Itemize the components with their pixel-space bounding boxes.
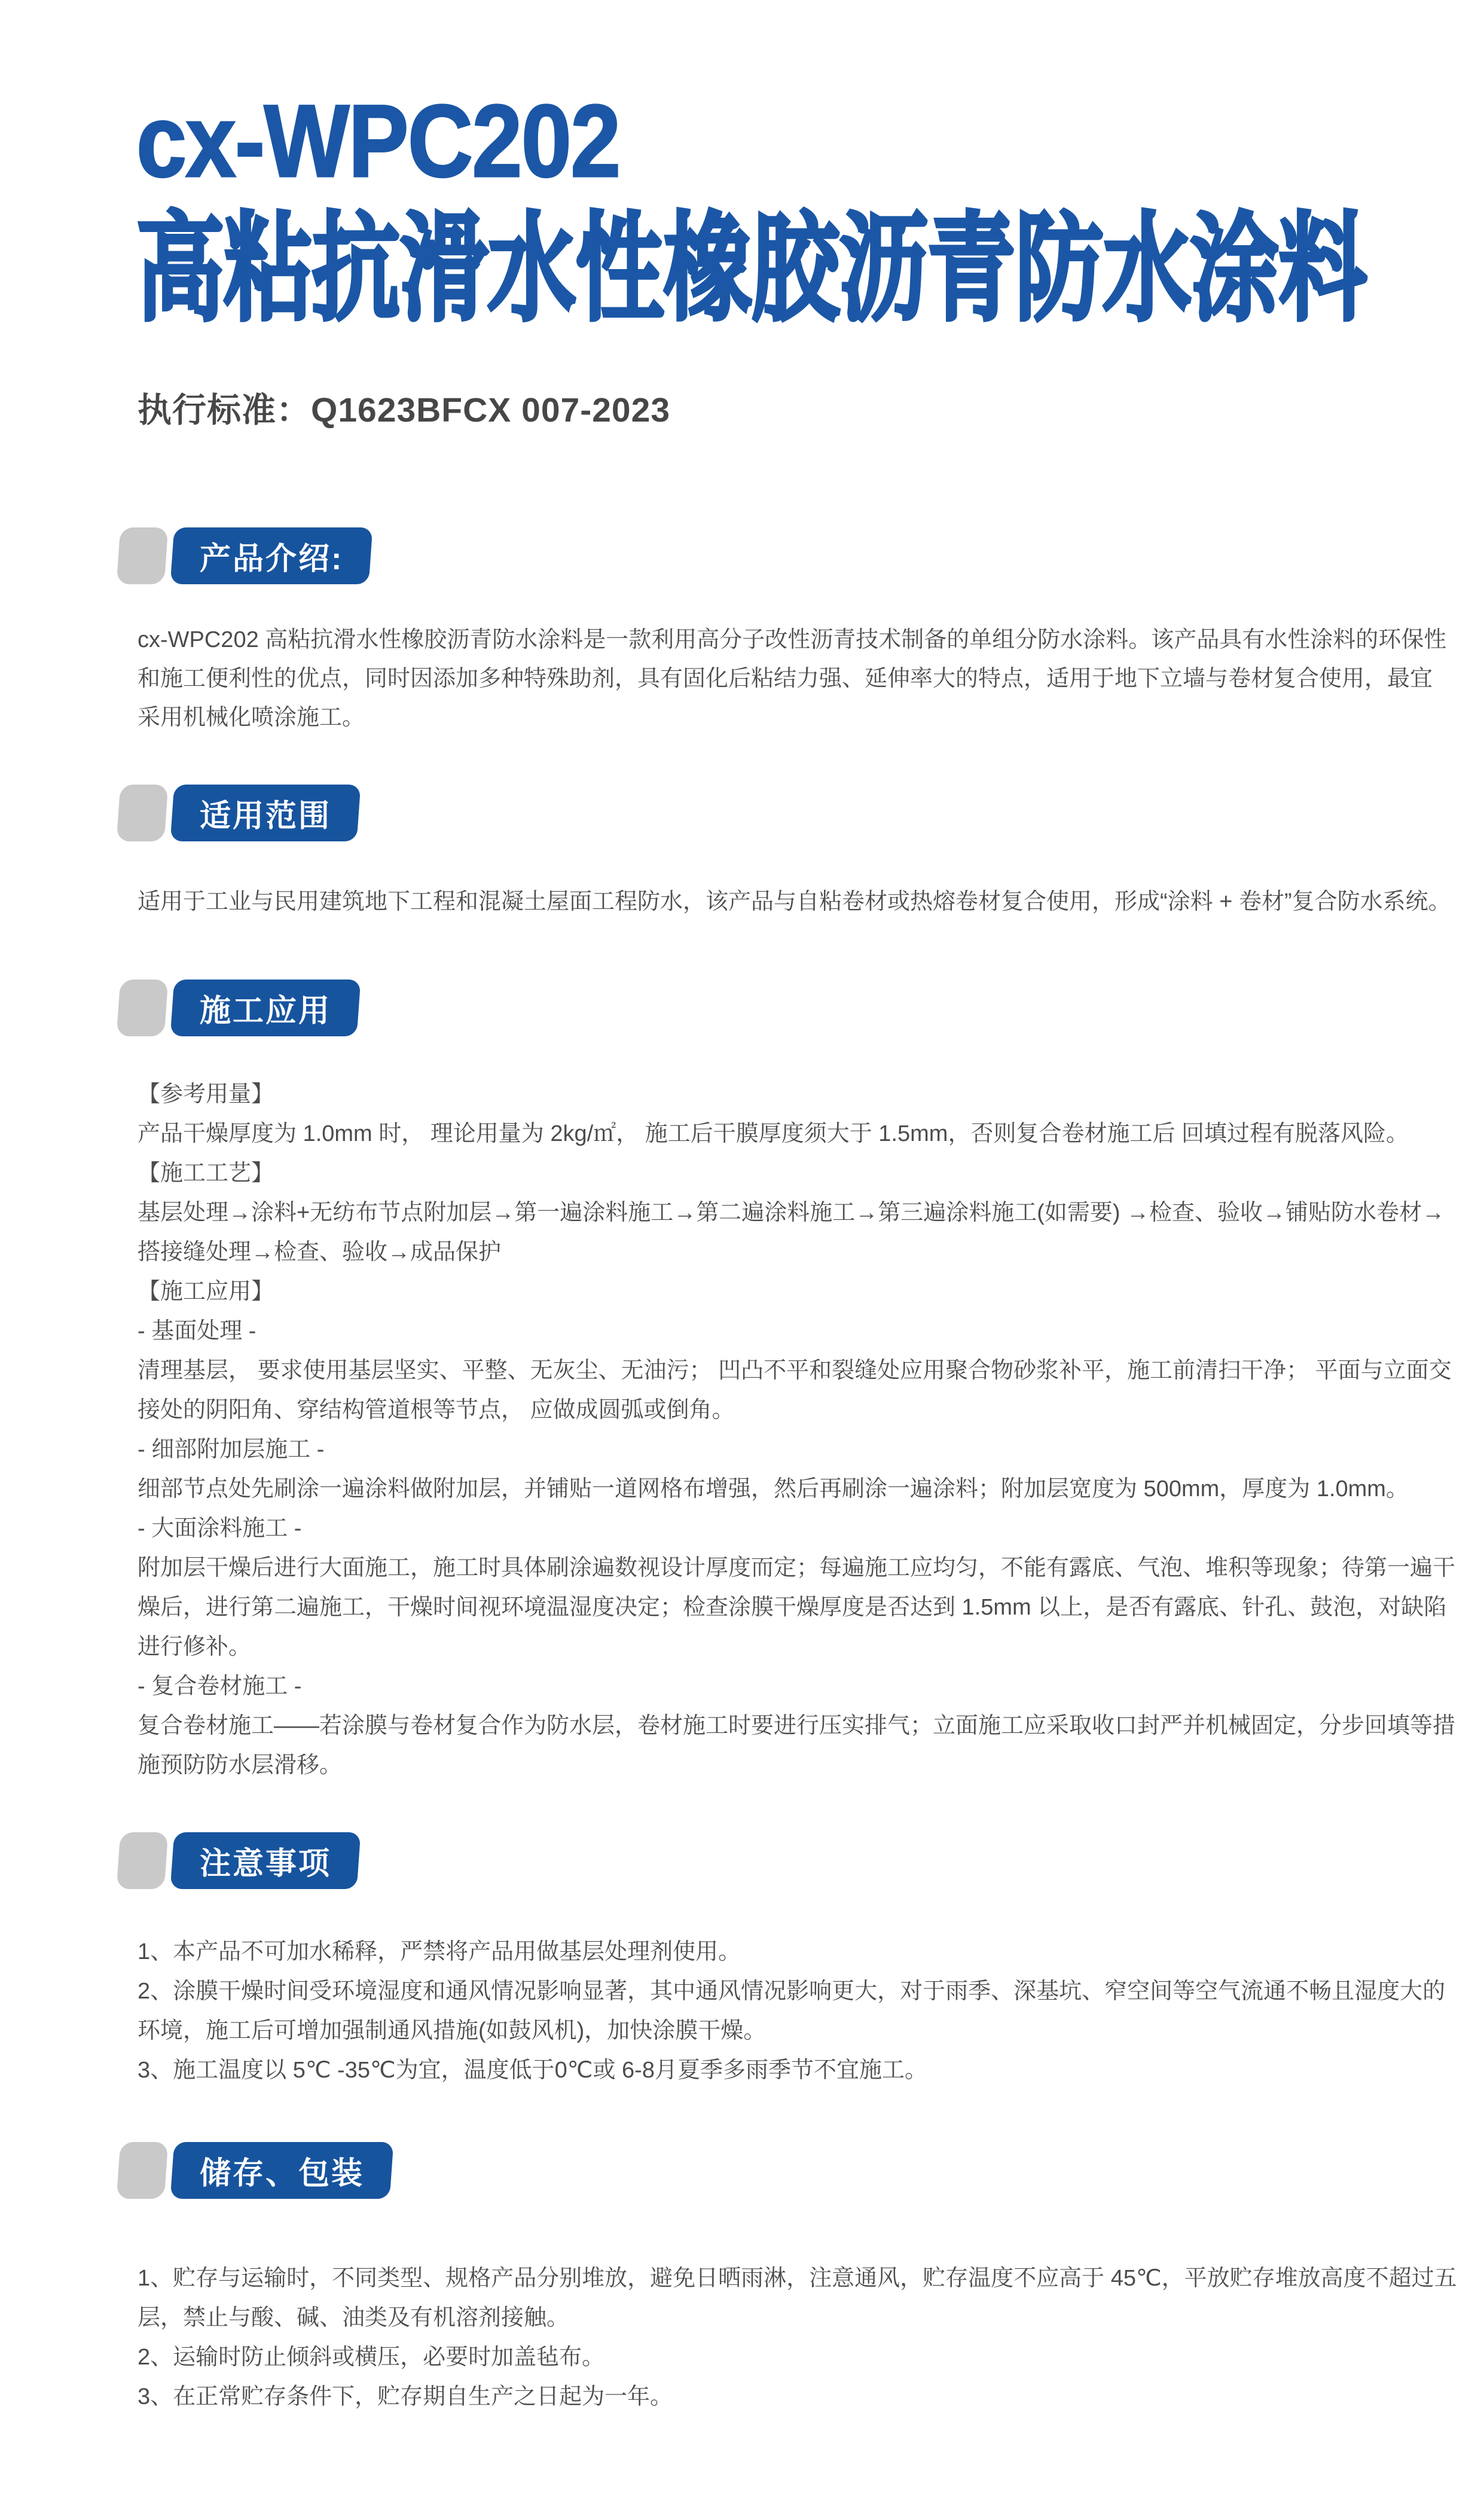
section-title: 产品介绍: (200, 542, 344, 576)
standard-line: 执行标准：Q1623BFCX 007-2023 (138, 391, 671, 429)
text-line: 【参考用量】 (138, 1082, 274, 1107)
accent-chip (117, 980, 169, 1036)
text-line: - 复合卷材施工 - (138, 1674, 302, 1699)
product-code-title: cx-WPC202 (136, 84, 620, 199)
accent-chip (117, 2142, 169, 2199)
text-line: 施预防防水层滑移。 (138, 1753, 343, 1778)
text-line: 2、运输时防止倾斜或横压，必要时加盖毡布。 (138, 2345, 605, 2370)
section-title: 注意事项 (200, 1847, 332, 1881)
section-badge-notes (170, 1832, 361, 1889)
text-line: 接处的阴阳角、穿结构管道根等节点， 应做成圆弧或倒角。 (138, 1398, 735, 1423)
text-line: 和施工便利性的优点，同时因添加多种特殊助剂，具有固化后粘结力强、延伸率大的特点，适用于地下立墙与卷材复合使用，最宜 (138, 666, 1433, 691)
text-line: - 基面处理 - (138, 1319, 257, 1344)
section-header-intro (118, 527, 371, 584)
accent-chip (117, 527, 169, 584)
text-line: 1、本产品不可加水稀释，严禁将产品用做基层处理剂使用。 (138, 1939, 741, 1964)
section-header-notes (118, 1832, 359, 1889)
section-header-scope (118, 785, 359, 841)
text-line: 进行修补。 (138, 1634, 252, 1659)
text-line: 2、涂膜干燥时间受环境湿度和通风情况影响显著，其中通风情况影响更大，对于雨季、深基坑、窄空间等空气流通不畅且湿度大的 (138, 1979, 1446, 2004)
accent-chip (117, 1832, 169, 1889)
section-badge-storage (170, 2142, 394, 2199)
section-title: 施工应用 (200, 994, 332, 1029)
section-badge-application (170, 980, 361, 1036)
text-line: 基层处理→涂料+无纺布节点附加层→第一遍涂料施工→第二遍涂料施工→第三遍涂料施工(如需要) →检查、验收→铺贴防水卷材→ (138, 1200, 1445, 1225)
text-line: 层，禁止与酸、碱、油类及有机溶剂接触。 (138, 2305, 570, 2330)
text-line: 细部节点处先刷涂一遍涂料做附加层，并铺贴一道网格布增强，然后再刷涂一遍涂料；附加层宽度为 500mm，厚度为 1.0mm。 (138, 1476, 1409, 1502)
text-line: - 细部附加层施工 - (138, 1437, 325, 1462)
text-line: - 大面涂料施工 - (138, 1516, 302, 1541)
text-line: 【施工应用】 (138, 1279, 274, 1304)
section-badge-intro (170, 527, 373, 584)
section-header-application (118, 980, 359, 1036)
text-line: 3、施工温度以 5℃ -35℃为宜，温度低于0℃或 6-8月夏季多雨季节不宜施工。 (138, 2058, 927, 2083)
text-line: 3、在正常贮存条件下，贮存期自生产之日起为一年。 (138, 2384, 673, 2409)
text-line: 1、贮存与运输时，不同类型、规格产品分别堆放，避免日晒雨淋，注意通风，贮存温度不应高于 45℃，平放贮存堆放高度不超过五 (138, 2266, 1457, 2291)
text-line: 燥后，进行第二遍施工，干燥时间视环境温湿度决定；检查涂膜干燥厚度是否达到 1.5mm 以上，是否有露底、针孔、鼓泡，对缺陷 (138, 1595, 1447, 1620)
product-name-title: 高粘抗滑水性橡胶沥青防水涂料 (136, 203, 1367, 334)
section-title: 适用范围 (200, 799, 332, 834)
accent-chip (117, 785, 169, 841)
section-header-storage (118, 2142, 392, 2199)
text-line: 产品干燥厚度为 1.0mm 时， 理论用量为 2kg/㎡， 施工后干膜厚度须大于 1.5mm，否则复合卷材施工后 回填过程有脱落风险。 (138, 1121, 1409, 1146)
text-line: 采用机械化喷涂施工。 (138, 705, 365, 730)
text-line: 复合卷材施工——若涂膜与卷材复合作为防水层，卷材施工时要进行压实排气；立面施工应采取收口封严并机械固定，分步回填等措 (138, 1713, 1456, 1738)
text-line: cx-WPC202 高粘抗滑水性橡胶沥青防水涂料是一款利用高分子改性沥青技术制备的单组分防水涂料。该产品具有水性涂料的环保性 (138, 627, 1447, 652)
text-line: 环境，施工后可增加强制通风措施(如鼓风机)，加快涂膜干燥。 (138, 2018, 767, 2043)
section-title: 储存、包装 (200, 2156, 365, 2191)
text-line: 适用于工业与民用建筑地下工程和混凝土屋面工程防水，该产品与自粘卷材或热熔卷材复合使用，形成“涂料 + 卷材”复合防水系统。 (138, 889, 1451, 914)
text-line: 搭接缝处理→检查、验收→成品保护 (138, 1240, 502, 1265)
text-line: 附加层干燥后进行大面施工，施工时具体刷涂遍数视设计厚度而定；每遍施工应均匀，不能有露底、气泡、堆积等现象；待第一遍干 (138, 1555, 1456, 1580)
text-line: 【施工工艺】 (138, 1161, 274, 1186)
text-line: 清理基层， 要求使用基层坚实、平整、无灰尘、无油污； 凹凸不平和裂缝处应用聚合物砂浆补平，施工前清扫干净； 平面与立面交 (138, 1358, 1452, 1383)
section-badge-scope (170, 785, 361, 841)
